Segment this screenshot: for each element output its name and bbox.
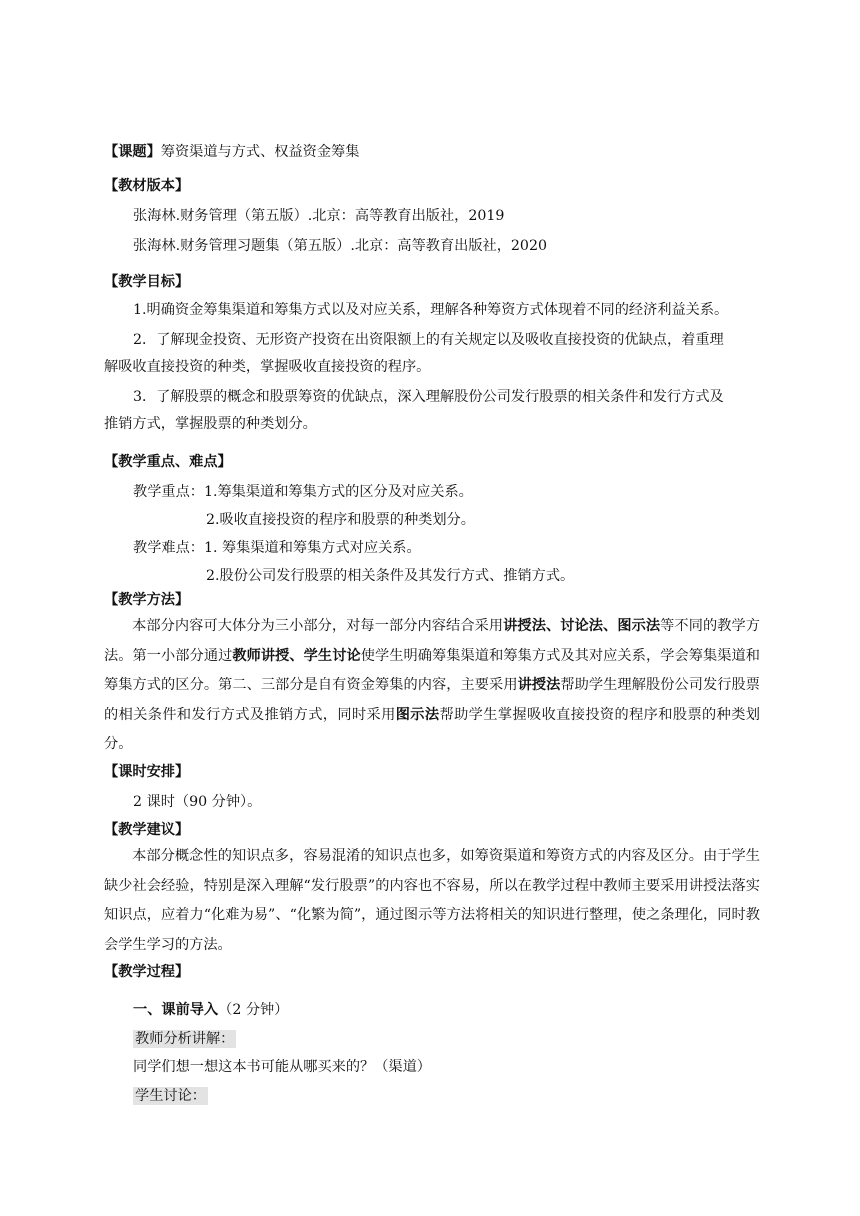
difficult-point-2: 2.股份公司发行股票的相关条件及其发行方式、推销方式。 <box>206 568 575 584</box>
teacher-label: 教师分析讲解： <box>135 1031 235 1047</box>
objective-2-line-2: 解吸收直接投资的种类，掌握吸收直接投资的程序。 <box>104 359 431 375</box>
suggestions-paragraph <box>104 842 760 960</box>
methods-bold-1: 讲授法、讨论法、图示法 <box>503 618 661 634</box>
teacher-label-line <box>133 1029 236 1049</box>
difficult-point-label: 教学难点： <box>133 540 204 556</box>
section-1-time: （2 分钟） <box>218 1002 289 1018</box>
objective-3-line-1: 3．了解股票的概念和股票筹资的优缺点，深入理解股份公司发行股票的相关条件和发行方式及 <box>133 389 724 405</box>
textbook-item-2: 张海林.财务管理习题集（第五版）.北京：高等教育出版社，2020 <box>133 238 548 254</box>
key-point-2: 2.吸收直接投资的程序和股票的种类划分。 <box>206 512 475 528</box>
methods-text-4: 帮助学生理解股份公司发行股票的相关条件和发行方式及推销方式，同时采用 <box>104 677 760 723</box>
objective-3-line-2: 推销方式，掌握股票的种类划分。 <box>104 416 317 432</box>
student-label: 学生讨论： <box>135 1088 206 1104</box>
objective-2-line-1: 2．了解现金投资、无形资产投资在出资限额上的有关规定以及吸收直接投资的优缺点，着重理 <box>133 332 724 348</box>
process-heading: 【教学过程】 <box>104 964 190 980</box>
topic-text: 筹资渠道与方式、权益资金筹集 <box>160 144 360 160</box>
key-point-1-line <box>133 482 473 502</box>
textbook-heading: 【教材版本】 <box>104 178 190 194</box>
key-point-1: 1.筹集渠道和筹集方式的区分及对应关系。 <box>203 484 473 500</box>
textbook-item-1: 张海林.财务管理（第五版）.北京：高等教育出版社，2019 <box>133 208 505 224</box>
methods-paragraph <box>104 612 760 760</box>
methods-bold-4: 图示法 <box>395 706 440 723</box>
section-1-title: 一、课前导入 <box>133 1002 219 1018</box>
section-1-title-line <box>133 1000 288 1020</box>
key-point-label: 教学重点： <box>133 484 204 500</box>
methods-text-1: 本部分内容可大体分为三小部分，对每一部分内容结合采用 <box>132 618 504 634</box>
methods-text-5: 帮助学生掌握吸收直接投资的程序和股票的种类划分。 <box>104 706 760 752</box>
difficult-point-1-line <box>133 538 421 558</box>
schedule-text: 2 课时（90 分钟）。 <box>133 794 262 810</box>
methods-text-3: 使学生明确筹集渠道和筹集方式及其对应关系，学会筹集渠道和筹集方式的区分。第二、三部分是自有资金筹集的内容，主要采用 <box>104 647 760 693</box>
intro-question: 同学们想一想这本书可能从哪买来的？（渠道） <box>133 1059 431 1075</box>
objective-1: 1.明确资金筹集渠道和筹集方式以及对应关系，理解各种筹资方式体现着不同的经济利益关系。 <box>133 302 729 318</box>
methods-bold-3: 讲授法 <box>517 677 561 693</box>
student-label-line <box>133 1086 208 1106</box>
suggestions-text: 本部分概念性的知识点多，容易混淆的知识点也多，如筹资渠道和筹资方式的内容及区分。由于学生缺少社会经验，特别是深入理解“发行股票”的内容也不容易，所以在教学过程中教师主要采用讲授法落实知识点，应着力“化难为易”、“化繁为简”，通过图示等方法将相关的知识进行整理，使之条理化，同时教会学生学习的方法。 <box>104 848 760 953</box>
topic-label: 【课题】 <box>104 144 161 160</box>
suggestions-heading: 【教学建议】 <box>104 822 190 838</box>
schedule-heading: 【课时安排】 <box>104 764 190 780</box>
objectives-heading: 【教学目标】 <box>104 274 190 290</box>
topic-line <box>104 142 359 162</box>
methods-text-2: 等不同的教学方法。第一小部分通过 <box>104 618 760 664</box>
difficult-point-1: 1. 筹集渠道和筹集方式对应关系。 <box>203 540 421 556</box>
methods-heading: 【教学方法】 <box>104 592 190 608</box>
keypoints-heading: 【教学重点、难点】 <box>104 454 232 470</box>
methods-bold-2: 教师讲授、学生讨论 <box>232 647 361 664</box>
